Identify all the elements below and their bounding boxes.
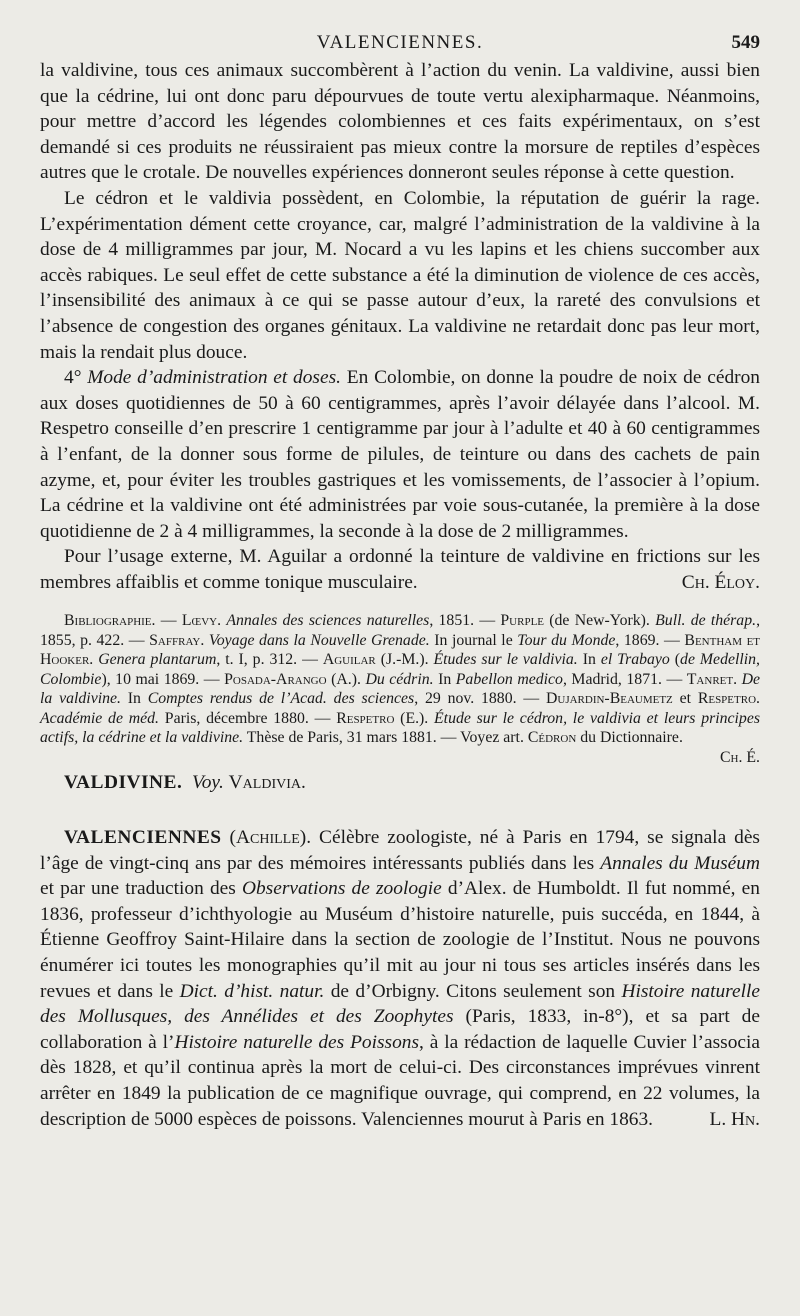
biblio-work: de Medellin, Colombie — [40, 651, 760, 688]
biblio-text: (A.). — [326, 670, 366, 688]
biblio-work: Études sur le valdivia. — [433, 651, 578, 669]
entry-work: Annales du Muséum — [600, 852, 760, 874]
entry-work: Dict. d’hist. natur. — [179, 980, 325, 1002]
biblio-work: Comptes rendus de l’Acad. des sciences — [147, 690, 415, 708]
running-title: VALENCIENNES. — [316, 32, 484, 53]
biblio-text: In — [433, 670, 456, 688]
biblio-text: ( — [669, 651, 681, 669]
paragraph-usage-externe — [40, 544, 760, 595]
biblio-work: Étude sur le cédron, le valdivia et leurs principes actifs, la cédrine et la valdivine. — [40, 709, 760, 747]
cross-ref-voy: Voy. — [192, 771, 224, 793]
biblio-text: Thèse de Paris, 31 mars 1881. — Voyez art. — [243, 729, 528, 747]
biblio-author: Dujardin-Beaumetz — [545, 690, 673, 708]
biblio-text: , 29 nov. 1880. — — [414, 690, 546, 708]
biblio-author: Tanret. — [686, 670, 738, 688]
paragraph-venin — [40, 58, 760, 186]
biblio-text: et — [672, 690, 698, 708]
section-number: 4° — [64, 367, 82, 389]
biblio-work: Du cédrin. — [365, 670, 434, 688]
biblio-text: In — [577, 651, 601, 669]
paragraph-text: Le cédron et le valdivia possèdent, en Colombie, la réputation de guérir la rage. L’expérimentation dément cette croyance, car, malgré l’administration de la valdivine à la dose de 4 milligrammes par jour, M. Nocard a vu les lapins et les chiens succomber aux accès rabiques. Le seul effet de cette substance a été la diminution de violence de ces accès, l’insensibilité des animaux à ce qui se passe autour d’eux, la rareté des convulsions et l’absence de congestion des organes génitaux. La valdivine ne retardait donc pas leur mort, mais la rendait plus douce. — [40, 187, 760, 363]
paragraph-rage — [40, 186, 760, 365]
biblio-text: ), 10 mai 1869. — — [101, 670, 225, 688]
entry-text: (Paris, 1833, in-8°), et sa part de collaboration à l’ — [40, 1006, 760, 1053]
biblio-author: Aguilar — [322, 651, 376, 669]
paragraph-text: Pour l’usage externe, M. Aguilar a ordonné la teinture de valdivine en frictions sur les membres affaiblis et comme tonique musculaire. — [40, 546, 760, 593]
cross-ref-target: Valdivia. — [228, 771, 306, 793]
biblio-text: , Madrid, 1871. — — [562, 670, 687, 688]
biblio-author: Posada-Arango — [224, 670, 327, 688]
biblio-text: , 1869. — — [615, 631, 685, 649]
paragraph-text: la valdivine, tous ces animaux succombèrent à l’action du venin. La valdivine, aussi bien que la cédrine, lui ont donc paru dépourvues de toute vertu alexipharmaque. Néanmoins, pour mettre d’accord les légendes colombiennes et ces faits expérimentaux, on s’est demandé si ces produits ne réussiraient pas mieux contre la morsure de reptiles d’espèces autres que le crotale. De nouvelles expériences donneront seules réponse à cette question. — [40, 60, 760, 184]
entry-signature: L. Hn. — [709, 1108, 760, 1130]
biblio-label: Bibliographie. — [64, 612, 156, 630]
entry-headword: VALENCIENNES — [64, 826, 222, 848]
biblio-author: Saffray. — [149, 631, 205, 649]
section-heading: Mode d’administration et doses. — [87, 367, 341, 389]
entry-text: d’Alex. de Humboldt. Il fut nommé, en 1836, professeur d’ichthyologie au Muséum d’histoire naturelle, puis succéda, en 1844, à Étienne Geoffroy Saint-Hilaire dans la section de zoologie de l’Institut. Nous ne pouvons énumérer ici toutes les monographies qu’il mit au jour ni tous ses articles insérés dans les revues et dans le — [40, 878, 760, 1002]
biblio-text: , t. I, p. 312. — — [216, 651, 323, 669]
entry-text: et par une traduction des — [40, 878, 242, 900]
entry-firstname: (Achille). — [221, 826, 312, 848]
biblio-work: Genera plantarum — [98, 651, 217, 669]
bibliography — [40, 611, 761, 766]
biblio-text: (J.-M.). — [375, 651, 434, 669]
paragraph-administration — [40, 365, 760, 544]
biblio-author: Bentham et Hooker. — [40, 631, 761, 669]
entry-valenciennes — [40, 825, 760, 1132]
biblio-work: el Trabayo — [600, 651, 670, 669]
running-header — [40, 28, 760, 58]
entry-text: , à la rédaction de laquelle Cuvier l’associa dès 1828, et qu’il continua après la mort de celui-ci. Des circonstances imprévues vinrent arrêter en 1849 la publication de ce magnifique ouvrage, qui comprend, en 22 volumes, la description de 5000 espèces de poissons. Valenciennes mourut à Paris en 1863. — [40, 1031, 760, 1130]
biblio-text: (E.). — [394, 709, 435, 727]
biblio-text: (de New-York). — [544, 612, 656, 630]
entry-work: Histoire naturelle des Mollusques, des Annélides et des Zoophytes — [40, 980, 760, 1028]
biblio-text: In — [120, 690, 148, 708]
biblio-author: Respetro — [336, 709, 395, 727]
page-number: 549 — [731, 32, 760, 53]
entry-headword: VALDIVINE. — [64, 771, 183, 793]
biblio-text: — — [155, 612, 182, 630]
biblio-author: Purple — [500, 612, 545, 630]
biblio-work: Annales des sciences naturelles — [226, 612, 430, 630]
biblio-signature: Ch. É. — [720, 748, 760, 766]
author-signature: Ch. Éloy. — [681, 571, 760, 593]
biblio-text: In journal le — [429, 631, 518, 649]
entry-text: Célèbre zoologiste, né à Paris en 1794, se signala dès l’âge de vingt-cinq ans par des mémoires intéressants publiés dans les — [40, 826, 760, 874]
paragraph-text: En Colombie, on donne la poudre de noix de cédron aux doses quotidiennes de 50 à 60 centigrammes, après l’avoir délayée dans l’alcool. M. Respetro conseille d’en prescrire 1 centigramme par jour à l’adulte et 40 à 60 centigrammes à l’enfant, de la donner sous forme de pilules, de teinture ou dans des cachets de pain azyme, et, pour éviter les troubles gastriques et les vomissements, de l’associer à l’opium. La cédrine et la valdivine ont été administrées par voie sous-cutanée, la première à la dose quotidienne de 2 à 4 milligrammes, la seconde à la dose de 2 milligrammes. — [40, 367, 761, 542]
biblio-text: , 1855, p. 422. — — [40, 612, 761, 649]
entry-work: Histoire naturelle des Poissons — [174, 1031, 420, 1053]
biblio-work: De la valdivine. — [40, 670, 760, 708]
entry-work: Observations de zoologie — [241, 878, 442, 900]
biblio-work: Bull. de thérap. — [655, 612, 757, 630]
biblio-author: Lœvy. — [181, 612, 222, 630]
biblio-work: Tour du Monde — [517, 631, 616, 649]
biblio-text: du Dictionnaire. — [576, 729, 683, 747]
biblio-text: , 1851. — — [429, 612, 501, 630]
biblio-author: Respetro. — [697, 690, 760, 708]
biblio-text: Paris, décembre 1880. — — [159, 709, 337, 727]
biblio-work: Pabellon medico — [455, 670, 563, 688]
biblio-work: Académie de méd. — [40, 709, 160, 727]
entry-text: de d’Orbigny. Citons seulement son — [324, 980, 622, 1002]
biblio-author: Cédron — [527, 729, 577, 747]
entry-valdivine — [40, 770, 760, 795]
biblio-work: Voyage dans la Nouvelle Grenade. — [208, 631, 430, 649]
